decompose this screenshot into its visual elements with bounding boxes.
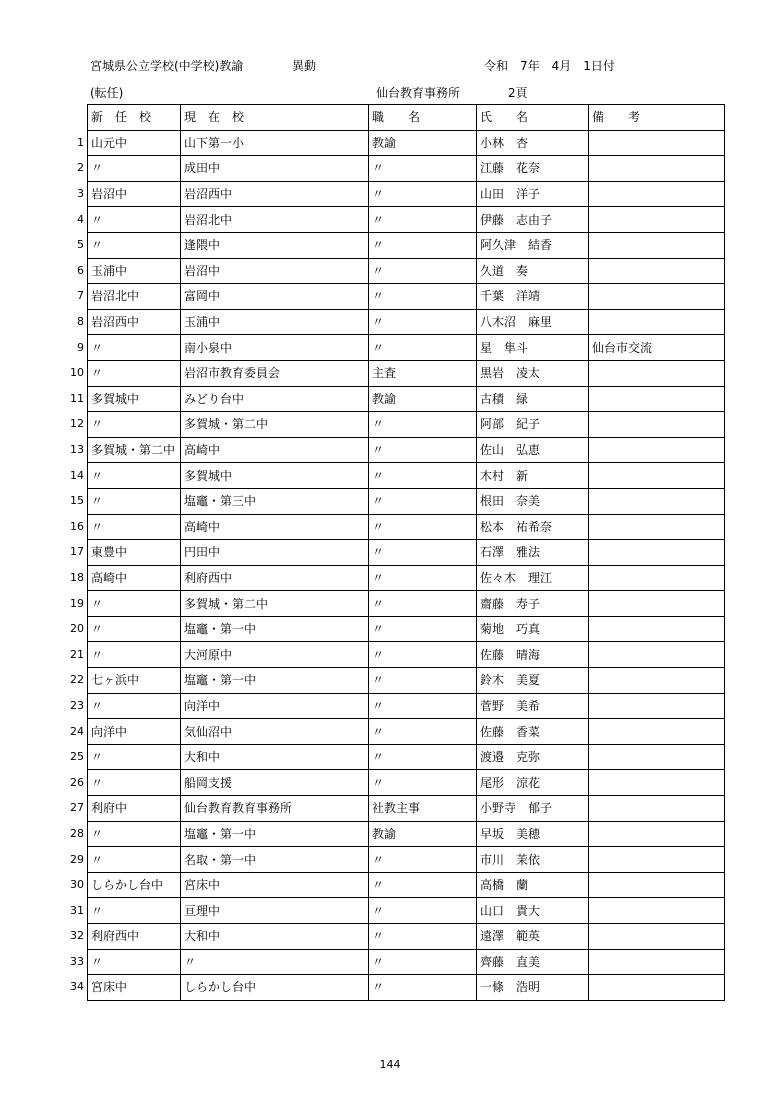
position-cell: 〃	[369, 514, 477, 540]
row-number: 4	[77, 212, 84, 226]
new-school-cell: 〃	[88, 821, 181, 847]
table-header-row	[88, 105, 725, 131]
current-school-cell: 逢隈中	[181, 232, 369, 258]
new-school-cell: 〃	[88, 463, 181, 489]
document-title: 宮城県公立学校(中学校)教諭	[90, 59, 244, 73]
table-row	[88, 386, 725, 412]
current-school-cell: みどり台中	[181, 386, 369, 412]
position-cell: 教諭	[369, 386, 477, 412]
row-number: 14	[70, 468, 84, 482]
remarks-cell	[589, 872, 725, 898]
remarks-cell	[589, 463, 725, 489]
new-school-cell: 七ヶ浜中	[88, 668, 181, 694]
row-number: 21	[70, 647, 84, 661]
header-remarks: 備 考	[589, 105, 725, 131]
position-cell: 〃	[369, 744, 477, 770]
name-cell: 佐々木 理江	[477, 565, 589, 591]
current-school-cell: 玉浦中	[181, 309, 369, 335]
current-school-cell: 塩竈・第一中	[181, 616, 369, 642]
name-cell: 黒岩 凌太	[477, 360, 589, 386]
new-school-cell: 〃	[88, 642, 181, 668]
table-row	[88, 309, 725, 335]
remarks-cell: 仙台市交流	[589, 335, 725, 361]
position-cell: 〃	[369, 335, 477, 361]
new-school-cell: 利府中	[88, 796, 181, 822]
current-school-cell: 山下第一小	[181, 130, 369, 156]
position-cell: 社教主事	[369, 796, 477, 822]
header-name: 氏 名	[477, 105, 589, 131]
new-school-cell: 多賀城・第二中	[88, 437, 181, 463]
table-row	[88, 642, 725, 668]
table-row	[88, 437, 725, 463]
current-school-cell: しらかし台中	[181, 975, 369, 1001]
current-school-cell: 船岡支援	[181, 770, 369, 796]
table-row	[88, 207, 725, 233]
page-number: 144	[379, 1058, 401, 1071]
position-cell: 〃	[369, 540, 477, 566]
header-new-school: 新 任 校	[88, 105, 181, 131]
row-number: 6	[77, 263, 84, 277]
current-school-cell: 多賀城・第二中	[181, 412, 369, 438]
position-cell: 〃	[369, 412, 477, 438]
table-row	[88, 616, 725, 642]
remarks-cell	[589, 898, 725, 924]
name-cell: 星 隼斗	[477, 335, 589, 361]
new-school-cell: 岩沼北中	[88, 284, 181, 310]
table-row	[88, 284, 725, 310]
table-row	[88, 412, 725, 438]
table-row	[88, 335, 725, 361]
table-row	[88, 924, 725, 950]
name-cell: 齊藤 直美	[477, 949, 589, 975]
row-number: 13	[70, 443, 84, 457]
new-school-cell: 向洋中	[88, 719, 181, 745]
table-row	[88, 258, 725, 284]
name-cell: 尾形 涼花	[477, 770, 589, 796]
name-cell: 阿久津 結香	[477, 232, 589, 258]
remarks-cell	[589, 821, 725, 847]
name-cell: 遠澤 範英	[477, 924, 589, 950]
table-row	[88, 898, 725, 924]
table-row	[88, 591, 725, 617]
position-cell: 〃	[369, 258, 477, 284]
row-number: 27	[70, 801, 84, 815]
new-school-cell: 〃	[88, 898, 181, 924]
effective-date: 令和 7年 4月 1日付	[484, 59, 615, 73]
position-cell: 〃	[369, 565, 477, 591]
name-cell: 佐藤 香菜	[477, 719, 589, 745]
current-school-cell: 大河原中	[181, 642, 369, 668]
remarks-cell	[589, 796, 725, 822]
name-cell: 佐藤 晴海	[477, 642, 589, 668]
position-cell: 〃	[369, 309, 477, 335]
position-cell: 〃	[369, 181, 477, 207]
position-cell: 教諭	[369, 130, 477, 156]
row-number: 23	[70, 698, 84, 712]
action-label: 異動	[292, 59, 317, 73]
office-name: 仙台教育事務所	[376, 86, 461, 100]
new-school-cell: 岩沼中	[88, 181, 181, 207]
position-cell: 〃	[369, 975, 477, 1001]
position-cell: 〃	[369, 872, 477, 898]
position-cell: 〃	[369, 949, 477, 975]
remarks-cell	[589, 949, 725, 975]
name-cell: 早坂 美穂	[477, 821, 589, 847]
table-row	[88, 744, 725, 770]
current-school-cell: 岩沼市教育委員会	[181, 360, 369, 386]
name-cell: 石澤 雅法	[477, 540, 589, 566]
current-school-cell: 大和中	[181, 924, 369, 950]
remarks-cell	[589, 207, 725, 233]
remarks-cell	[589, 540, 725, 566]
name-cell: 菅野 美希	[477, 693, 589, 719]
name-cell: 小野寺 郁子	[477, 796, 589, 822]
new-school-cell: しらかし台中	[88, 872, 181, 898]
name-cell: 佐山 弘恵	[477, 437, 589, 463]
name-cell: 渡邉 克弥	[477, 744, 589, 770]
current-school-cell: 岩沼西中	[181, 181, 369, 207]
new-school-cell: 高崎中	[88, 565, 181, 591]
row-number: 5	[77, 238, 84, 252]
new-school-cell: 〃	[88, 207, 181, 233]
remarks-cell	[589, 284, 725, 310]
name-cell: 伊藤 志由子	[477, 207, 589, 233]
name-cell: 山田 洋子	[477, 181, 589, 207]
position-cell: 〃	[369, 770, 477, 796]
position-cell: 〃	[369, 719, 477, 745]
current-school-cell: 多賀城・第二中	[181, 591, 369, 617]
remarks-cell	[589, 412, 725, 438]
name-cell: 菊地 巧真	[477, 616, 589, 642]
new-school-cell: 〃	[88, 847, 181, 873]
row-number: 3	[77, 187, 84, 201]
new-school-cell: 〃	[88, 412, 181, 438]
remarks-cell	[589, 642, 725, 668]
row-number: 25	[70, 750, 84, 764]
position-cell: 〃	[369, 232, 477, 258]
new-school-cell: 〃	[88, 514, 181, 540]
name-cell: 阿部 紀子	[477, 412, 589, 438]
new-school-cell: 〃	[88, 591, 181, 617]
name-cell: 松本 祐希奈	[477, 514, 589, 540]
row-number: 11	[70, 391, 84, 405]
row-number: 9	[77, 340, 84, 354]
new-school-cell: 〃	[88, 949, 181, 975]
name-cell: 鈴木 美夏	[477, 668, 589, 694]
position-cell: 〃	[369, 207, 477, 233]
current-school-cell: 高崎中	[181, 514, 369, 540]
name-cell: 高橋 蘭	[477, 872, 589, 898]
table-row	[88, 872, 725, 898]
remarks-cell	[589, 616, 725, 642]
current-school-cell: 向洋中	[181, 693, 369, 719]
position-cell: 〃	[369, 668, 477, 694]
position-cell: 〃	[369, 591, 477, 617]
name-cell: 一條 浩明	[477, 975, 589, 1001]
new-school-cell: 〃	[88, 335, 181, 361]
row-number: 12	[70, 417, 84, 431]
row-number: 34	[70, 980, 84, 994]
current-school-cell: 仙台教育教育事務所	[181, 796, 369, 822]
table-row	[88, 156, 725, 182]
new-school-cell: 〃	[88, 488, 181, 514]
table-row	[88, 821, 725, 847]
current-school-cell: 塩竈・第一中	[181, 821, 369, 847]
position-cell: 〃	[369, 156, 477, 182]
row-number: 19	[70, 596, 84, 610]
row-number: 20	[70, 622, 84, 636]
current-school-cell: 高崎中	[181, 437, 369, 463]
position-cell: 〃	[369, 616, 477, 642]
remarks-cell	[589, 514, 725, 540]
table-row	[88, 181, 725, 207]
position-cell: 主査	[369, 360, 477, 386]
remarks-cell	[589, 770, 725, 796]
current-school-cell: 岩沼中	[181, 258, 369, 284]
row-number: 24	[70, 724, 84, 738]
current-school-cell: 〃	[181, 949, 369, 975]
name-cell: 古積 緑	[477, 386, 589, 412]
remarks-cell	[589, 130, 725, 156]
position-cell: 〃	[369, 488, 477, 514]
remarks-cell	[589, 975, 725, 1001]
row-number: 22	[70, 673, 84, 687]
remarks-cell	[589, 719, 725, 745]
position-cell: 〃	[369, 847, 477, 873]
current-school-cell: 亘理中	[181, 898, 369, 924]
position-cell: 〃	[369, 642, 477, 668]
position-cell: 教諭	[369, 821, 477, 847]
remarks-cell	[589, 924, 725, 950]
header-position: 職 名	[369, 105, 477, 131]
row-number: 31	[70, 903, 84, 917]
row-number: 30	[70, 878, 84, 892]
new-school-cell: 多賀城中	[88, 386, 181, 412]
row-number: 7	[77, 289, 84, 303]
name-cell: 江藤 花奈	[477, 156, 589, 182]
name-cell: 千葉 洋靖	[477, 284, 589, 310]
remarks-cell	[589, 360, 725, 386]
remarks-cell	[589, 437, 725, 463]
position-cell: 〃	[369, 284, 477, 310]
name-cell: 齋藤 寿子	[477, 591, 589, 617]
current-school-cell: 成田中	[181, 156, 369, 182]
new-school-cell: 〃	[88, 693, 181, 719]
name-cell: 久道 奏	[477, 258, 589, 284]
current-school-cell: 富岡中	[181, 284, 369, 310]
name-cell: 八木沼 麻里	[477, 309, 589, 335]
remarks-cell	[589, 181, 725, 207]
name-cell: 市川 茉依	[477, 847, 589, 873]
new-school-cell: 玉浦中	[88, 258, 181, 284]
remarks-cell	[589, 156, 725, 182]
table-row	[88, 770, 725, 796]
table-row	[88, 847, 725, 873]
new-school-cell: 宮床中	[88, 975, 181, 1001]
remarks-cell	[589, 488, 725, 514]
remarks-cell	[589, 232, 725, 258]
name-cell: 小林 杏	[477, 130, 589, 156]
current-school-cell: 名取・第一中	[181, 847, 369, 873]
current-school-cell: 円田中	[181, 540, 369, 566]
current-school-cell: 気仙沼中	[181, 719, 369, 745]
row-number: 33	[70, 954, 84, 968]
current-school-cell: 塩竈・第三中	[181, 488, 369, 514]
new-school-cell: 岩沼西中	[88, 309, 181, 335]
new-school-cell: 〃	[88, 360, 181, 386]
row-number: 2	[77, 161, 84, 175]
row-number: 32	[70, 929, 84, 943]
new-school-cell: 東豊中	[88, 540, 181, 566]
new-school-cell: 〃	[88, 156, 181, 182]
table-row	[88, 130, 725, 156]
table-row	[88, 488, 725, 514]
position-cell: 〃	[369, 924, 477, 950]
row-number: 26	[70, 775, 84, 789]
row-number: 29	[70, 852, 84, 866]
table-row	[88, 719, 725, 745]
row-number: 17	[70, 545, 84, 559]
row-number: 1	[77, 135, 84, 149]
remarks-cell	[589, 309, 725, 335]
new-school-cell: 〃	[88, 616, 181, 642]
remarks-cell	[589, 591, 725, 617]
current-school-cell: 多賀城中	[181, 463, 369, 489]
row-number: 10	[70, 366, 84, 380]
table-row	[88, 796, 725, 822]
position-cell: 〃	[369, 898, 477, 924]
table-row	[88, 693, 725, 719]
position-cell: 〃	[369, 463, 477, 489]
table-row	[88, 565, 725, 591]
row-number: 15	[70, 494, 84, 508]
new-school-cell: 〃	[88, 232, 181, 258]
current-school-cell: 利府西中	[181, 565, 369, 591]
personnel-table	[87, 104, 725, 1001]
current-school-cell: 大和中	[181, 744, 369, 770]
table-row	[88, 668, 725, 694]
current-school-cell: 宮床中	[181, 872, 369, 898]
new-school-cell: 利府西中	[88, 924, 181, 950]
position-cell: 〃	[369, 437, 477, 463]
table-row	[88, 540, 725, 566]
row-number: 18	[70, 570, 84, 584]
remarks-cell	[589, 386, 725, 412]
new-school-cell: 〃	[88, 744, 181, 770]
new-school-cell: 山元中	[88, 130, 181, 156]
name-cell: 木村 新	[477, 463, 589, 489]
table-row	[88, 975, 725, 1001]
remarks-cell	[589, 565, 725, 591]
table-row	[88, 514, 725, 540]
row-number: 8	[77, 315, 84, 329]
row-number: 16	[70, 519, 84, 533]
table-row	[88, 360, 725, 386]
remarks-cell	[589, 668, 725, 694]
table-row	[88, 463, 725, 489]
table-row	[88, 232, 725, 258]
current-school-cell: 塩竈・第一中	[181, 668, 369, 694]
remarks-cell	[589, 847, 725, 873]
new-school-cell: 〃	[88, 770, 181, 796]
transfer-kind: (転任)	[90, 86, 124, 100]
name-cell: 山口 貴大	[477, 898, 589, 924]
current-school-cell: 南小泉中	[181, 335, 369, 361]
header-current-school: 現 在 校	[181, 105, 369, 131]
position-cell: 〃	[369, 693, 477, 719]
remarks-cell	[589, 744, 725, 770]
remarks-cell	[589, 693, 725, 719]
page-label: 2頁	[508, 86, 528, 100]
table-row	[88, 949, 725, 975]
current-school-cell: 岩沼北中	[181, 207, 369, 233]
remarks-cell	[589, 258, 725, 284]
row-number: 28	[70, 826, 84, 840]
name-cell: 根田 奈美	[477, 488, 589, 514]
